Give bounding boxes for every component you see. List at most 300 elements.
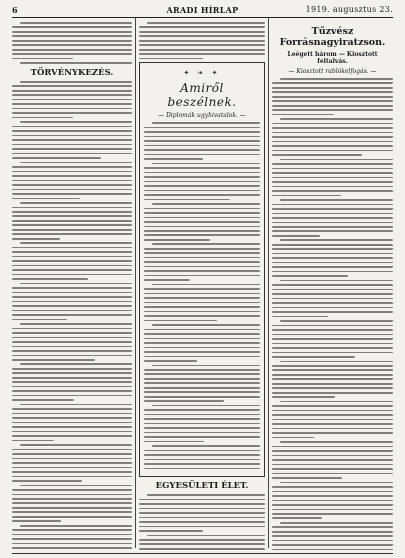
- text-line: [272, 168, 393, 170]
- text-line: [144, 194, 260, 196]
- text-line: [280, 522, 393, 524]
- text-line: [144, 217, 260, 219]
- text-line: [12, 112, 132, 114]
- col3-subheading: Leégett három — Kiosztott feltalvás.: [287, 51, 378, 65]
- text-line: [272, 365, 393, 367]
- text-line: [272, 105, 393, 107]
- text-line: [12, 153, 132, 155]
- text-line: [12, 198, 80, 200]
- text-line: [272, 181, 393, 183]
- text-line: [272, 208, 393, 210]
- text-line: [12, 435, 132, 437]
- text-line: [272, 509, 393, 511]
- text-line: [12, 440, 54, 442]
- text-line: [272, 217, 393, 219]
- text-line: [12, 422, 132, 424]
- text-line: [272, 347, 393, 349]
- text-line: [12, 108, 132, 110]
- text-line: [144, 140, 260, 142]
- text-line: [144, 297, 260, 299]
- text-line: [152, 445, 260, 447]
- text-line: [272, 414, 393, 416]
- text-line: [12, 139, 132, 141]
- text-line: [12, 166, 132, 168]
- text-line: [12, 516, 132, 518]
- text-line: [12, 534, 132, 536]
- text-line: [12, 31, 132, 33]
- text-line: [20, 444, 132, 446]
- text-line: [12, 274, 132, 276]
- text-line: [144, 427, 260, 429]
- text-line: [144, 441, 204, 443]
- text-line: [272, 392, 393, 394]
- text-line: [272, 307, 393, 309]
- text-line: [12, 417, 132, 419]
- text-line: [12, 511, 132, 513]
- text-line: [139, 512, 265, 514]
- text-line: [144, 167, 260, 169]
- text-line: [272, 311, 393, 313]
- text-line: [272, 257, 393, 259]
- text-line: [272, 383, 393, 385]
- text-line: [272, 244, 393, 246]
- text-line: [272, 477, 342, 479]
- text-line: [12, 547, 132, 549]
- text-line: [12, 144, 132, 146]
- text-line: [12, 377, 132, 379]
- text-line: [272, 334, 393, 336]
- text-line: [272, 374, 393, 376]
- text-line: [144, 266, 260, 268]
- col1-heading-torvenykezes: TÖRVÉNYKEZÉS.: [30, 67, 114, 78]
- text-line: [147, 494, 265, 496]
- text-line: [144, 432, 260, 434]
- text-line: [139, 521, 265, 523]
- text-line: [144, 436, 260, 438]
- text-line: [12, 431, 132, 433]
- text-line: [144, 257, 260, 259]
- text-line: [12, 148, 132, 150]
- text-line: [12, 328, 132, 330]
- issue-date: 1919. augusztus 23.: [305, 5, 393, 14]
- text-line: [144, 463, 260, 465]
- text-line: [12, 278, 88, 280]
- text-line: [272, 325, 393, 327]
- column-2: [139, 22, 265, 552]
- text-line: [152, 203, 260, 205]
- text-line: [144, 176, 260, 178]
- text-line: [144, 333, 260, 335]
- text-line: [12, 355, 132, 357]
- text-line: [272, 495, 393, 497]
- text-line: [12, 413, 132, 415]
- text-line: [144, 373, 260, 375]
- text-line: [272, 266, 393, 268]
- text-line: [12, 233, 132, 235]
- column-3: [272, 22, 393, 552]
- text-line: [12, 538, 132, 540]
- text-line: [139, 503, 265, 505]
- text-line: [272, 468, 393, 470]
- text-line: [144, 360, 197, 362]
- text-line: [144, 208, 260, 210]
- text-line: [272, 253, 393, 255]
- text-line: [144, 414, 260, 416]
- text-line: [12, 44, 132, 46]
- text-line: [272, 544, 393, 546]
- text-line: [272, 248, 393, 250]
- text-line: [144, 252, 260, 254]
- text-line: [272, 464, 393, 466]
- text-line: [144, 356, 260, 358]
- text-line: [12, 251, 132, 253]
- text-line: [152, 284, 260, 286]
- text-line: [272, 289, 393, 291]
- text-line: [272, 230, 393, 232]
- text-line: [12, 296, 132, 298]
- text-line: [144, 239, 210, 241]
- text-line: [139, 58, 203, 60]
- text-line: [272, 154, 362, 156]
- text-line: [144, 468, 260, 470]
- text-line: [144, 127, 260, 129]
- text-line: [280, 482, 393, 484]
- column-divider-1: [135, 18, 136, 548]
- text-line: [272, 271, 393, 273]
- text-line: [12, 462, 132, 464]
- column-divider-2: [268, 18, 269, 548]
- text-line: [12, 390, 132, 392]
- text-line: [272, 172, 393, 174]
- text-line: [144, 378, 260, 380]
- text-line: [12, 507, 132, 509]
- text-line: [12, 49, 132, 51]
- text-line: [139, 35, 265, 37]
- col3-heading-tuzvesz: Tűzvész Forrásnagyiratzson.: [279, 26, 386, 48]
- text-line: [12, 314, 132, 316]
- text-line: [12, 265, 132, 267]
- text-line: [144, 369, 260, 371]
- text-line: [280, 78, 393, 80]
- text-line: [272, 222, 393, 224]
- text-line: [12, 476, 132, 478]
- text-line: [12, 117, 73, 119]
- text-line: [139, 49, 265, 51]
- text-line: [12, 130, 132, 132]
- text-line: [272, 262, 393, 264]
- text-line: [152, 243, 260, 245]
- text-line: [144, 270, 260, 272]
- text-line: [272, 141, 393, 143]
- text-line: [272, 150, 393, 152]
- text-line: [12, 175, 132, 177]
- col3-text-block-a: [272, 78, 393, 552]
- text-line: [20, 323, 132, 325]
- text-line: [272, 127, 393, 129]
- text-line: [12, 399, 74, 401]
- text-line: [144, 279, 190, 281]
- text-line: [280, 320, 393, 322]
- text-line: [152, 163, 260, 165]
- text-line: [280, 118, 393, 120]
- text-line: [144, 234, 260, 236]
- text-line: [144, 382, 260, 384]
- text-line: [12, 287, 132, 289]
- col1-text-block-b: [12, 81, 132, 552]
- text-line: [12, 381, 132, 383]
- col2-feature-text: [144, 122, 260, 469]
- text-line: [272, 531, 393, 533]
- text-line: [280, 401, 393, 403]
- text-line: [12, 247, 132, 249]
- text-line: [272, 195, 341, 197]
- text-line: [139, 530, 203, 532]
- text-line: [144, 338, 260, 340]
- text-line: [144, 320, 217, 322]
- text-line: [272, 302, 393, 304]
- text-line: [144, 418, 260, 420]
- text-line: [12, 35, 132, 37]
- text-line: [144, 409, 260, 411]
- text-line: [272, 396, 335, 398]
- text-line: [144, 149, 260, 151]
- text-line: [272, 316, 328, 318]
- text-line: [12, 103, 132, 105]
- text-line: [12, 126, 132, 128]
- text-line: [12, 58, 73, 60]
- text-line: [144, 315, 260, 317]
- text-line: [12, 229, 132, 231]
- text-line: [12, 207, 132, 209]
- text-line: [20, 81, 132, 83]
- text-line: [139, 40, 265, 42]
- text-line: [144, 275, 260, 277]
- text-line: [272, 513, 393, 515]
- text-line: [12, 372, 132, 374]
- text-line: [12, 341, 132, 343]
- text-line: [12, 292, 132, 294]
- text-line: [144, 181, 260, 183]
- text-line: [20, 485, 132, 487]
- text-line: [272, 378, 393, 380]
- text-line: [272, 91, 393, 93]
- text-line: [20, 242, 132, 244]
- text-line: [12, 502, 132, 504]
- text-line: [12, 467, 132, 469]
- text-line: [280, 199, 393, 201]
- text-line: [12, 260, 132, 262]
- text-line: [144, 450, 260, 452]
- text-line: [12, 449, 132, 451]
- text-line: [272, 96, 393, 98]
- text-line: [12, 85, 132, 87]
- text-line: [12, 426, 132, 428]
- text-line: [144, 199, 230, 201]
- text-line: [272, 177, 393, 179]
- col3-subtitle: — Kiosztott rablókelfogás. —: [288, 68, 377, 75]
- text-line: [20, 202, 132, 204]
- text-line: [272, 275, 348, 277]
- text-line: [272, 549, 393, 551]
- text-line: [272, 432, 393, 434]
- col2-text-block-b: [139, 494, 265, 552]
- text-line: [272, 455, 393, 457]
- text-line: [272, 491, 393, 493]
- text-line: [12, 543, 132, 545]
- text-line: [272, 473, 393, 475]
- text-line: [144, 347, 260, 349]
- col2-feature-box: [139, 62, 265, 477]
- text-line: [139, 499, 265, 501]
- text-line: [144, 400, 224, 402]
- text-line: [12, 494, 132, 496]
- text-line: [144, 306, 260, 308]
- text-line: [12, 269, 132, 271]
- text-line: [144, 423, 260, 425]
- text-line: [20, 404, 132, 406]
- text-line: [144, 230, 260, 232]
- text-line: [12, 94, 132, 96]
- text-line: [272, 132, 393, 134]
- text-line: [12, 157, 101, 159]
- ornament-icon: ✦ ❧ ✦: [183, 69, 221, 78]
- text-line: [144, 288, 260, 290]
- text-line: [12, 180, 132, 182]
- text-line: [12, 520, 61, 522]
- text-line: [144, 154, 260, 156]
- text-line: [12, 408, 132, 410]
- text-line: [272, 136, 393, 138]
- text-line: [144, 391, 260, 393]
- text-line: [12, 305, 132, 307]
- text-line: [272, 226, 393, 228]
- text-line: [12, 211, 132, 213]
- text-line: [12, 458, 132, 460]
- text-line: [12, 453, 132, 455]
- masthead-rule: [12, 17, 393, 18]
- text-line: [12, 386, 132, 388]
- text-line: [272, 298, 393, 300]
- text-line: [144, 261, 260, 263]
- text-line: [12, 498, 132, 500]
- text-line: [139, 31, 265, 33]
- text-line: [139, 26, 265, 28]
- text-line: [12, 171, 132, 173]
- text-line: [272, 186, 393, 188]
- text-line: [12, 480, 82, 482]
- text-line: [20, 162, 132, 164]
- text-line: [12, 40, 132, 42]
- newspaper-title: ARADI HÍRLAP: [166, 5, 239, 15]
- text-line: [20, 363, 132, 365]
- text-line: [272, 540, 393, 542]
- text-line: [272, 329, 393, 331]
- text-line: [12, 220, 132, 222]
- text-line: [144, 172, 260, 174]
- text-line: [20, 121, 132, 123]
- text-line: [272, 213, 393, 215]
- text-line: [272, 459, 393, 461]
- text-line: [272, 369, 393, 371]
- text-line: [144, 396, 260, 398]
- col2-feature-title: Amiről beszélnek.: [167, 81, 237, 110]
- text-line: [12, 301, 132, 303]
- text-line: [20, 62, 132, 64]
- text-line: [272, 535, 393, 537]
- text-line: [272, 446, 393, 448]
- text-line: [272, 428, 393, 430]
- text-line: [144, 302, 260, 304]
- text-line: [272, 343, 393, 345]
- text-line: [144, 248, 260, 250]
- text-line: [139, 508, 265, 510]
- text-line: [144, 185, 260, 187]
- text-line: [272, 504, 393, 506]
- text-line: [144, 454, 260, 456]
- text-line: [12, 224, 132, 226]
- text-line: [272, 284, 393, 286]
- text-line: [12, 256, 132, 258]
- col1-text-block-a: [12, 22, 132, 64]
- col2-feature-subtitle: — Diplomák ugyhivatalok. —: [158, 112, 246, 120]
- text-line: [272, 235, 320, 237]
- text-line: [272, 123, 393, 125]
- text-line: [139, 44, 265, 46]
- text-line: [147, 22, 265, 24]
- text-line: [144, 226, 260, 228]
- text-line: [280, 159, 393, 161]
- text-line: [272, 163, 393, 165]
- text-line: [272, 419, 393, 421]
- text-line: [12, 332, 132, 334]
- page-number: 6: [12, 5, 18, 15]
- text-line: [144, 131, 260, 133]
- text-line: [12, 395, 132, 397]
- text-line: [144, 190, 260, 192]
- text-line: [280, 280, 393, 282]
- text-line: [20, 22, 132, 24]
- text-line: [272, 87, 393, 89]
- text-line: [272, 437, 314, 439]
- text-line: [280, 361, 393, 363]
- text-line: [280, 441, 393, 443]
- col2-heading-egyesuleti-elet: EGYESÜLETI ÉLET.: [155, 481, 249, 492]
- text-line: [144, 311, 260, 313]
- text-line: [272, 486, 393, 488]
- text-line: [139, 526, 265, 528]
- page-bottom-rule: [12, 553, 393, 554]
- text-line: [12, 359, 95, 361]
- text-line: [272, 356, 355, 358]
- text-line: [144, 158, 203, 160]
- text-line: [12, 215, 132, 217]
- text-line: [139, 543, 265, 545]
- text-line: [12, 471, 132, 473]
- text-line: [144, 387, 260, 389]
- text-line: [12, 99, 132, 101]
- text-line: [280, 239, 393, 241]
- text-line: [12, 489, 132, 491]
- text-line: [12, 189, 132, 191]
- text-line: [12, 90, 132, 92]
- text-line: [144, 136, 260, 138]
- text-line: [12, 26, 132, 28]
- text-line: [139, 539, 265, 541]
- text-line: [12, 238, 60, 240]
- text-line: [144, 212, 260, 214]
- text-line: [144, 145, 260, 147]
- text-line: [272, 190, 393, 192]
